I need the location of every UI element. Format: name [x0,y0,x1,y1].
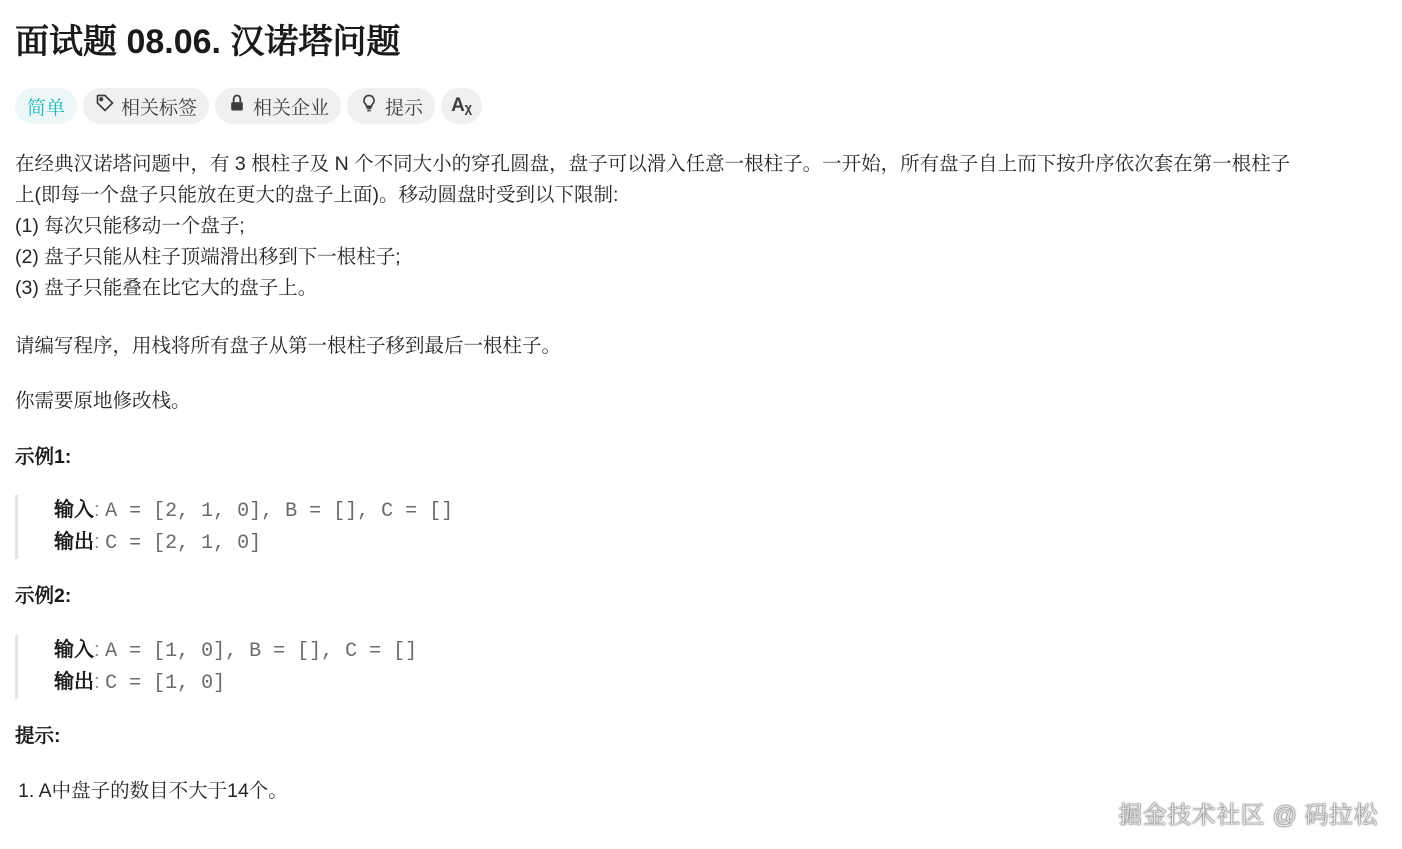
watermark: 掘金技术社区 @ 码拉松 [1118,802,1378,829]
difficulty-label: 简单 [27,97,66,119]
output-label: 输出 [54,531,94,553]
hints-heading: 提示: [15,725,61,747]
input-label: 输入 [54,499,94,521]
tag-icon [95,93,115,119]
example-output: 输出: C = [2, 1, 0] [54,531,262,555]
problem-description [15,149,1390,304]
constraint-item: 1. A中盘子的数目不大于14个。 [18,780,288,802]
lock-icon [227,93,247,119]
example-block [15,635,417,699]
example-input: 输入: A = [2, 1, 0], B = [], C = [] [54,499,454,523]
input-value: A = [1, 0], B = [], C = [] [105,640,418,663]
task-text: 请编写程序，用栈将所有盘子从第一根柱子移到最后一根柱子。 [15,335,562,357]
description-line: 上(即每一个盘子只能放在更大的盘子上面)。移动圆盘时受到以下限制: [15,184,619,206]
example-heading: 示例1: [15,446,72,468]
output-label: 输出 [54,671,94,693]
output-value: C = [1, 0] [105,672,226,695]
translate-icon: Aᵪ [451,95,472,116]
input-value: A = [2, 1, 0], B = [], C = [] [105,500,454,523]
description-line: 在经典汉诺塔问题中，有 3 根柱子及 N 个不同大小的穿孔圆盘，盘子可以滑入任意一根柱子。一开始，所有盘子自上而下按升序依次套在第一根柱子 [15,153,1291,175]
hint-button[interactable] [347,88,435,124]
input-label: 输入 [54,639,94,661]
lightbulb-icon [359,93,379,119]
related-tags-button[interactable] [83,88,209,124]
related-companies-label: 相关企业 [253,97,330,119]
font-toggle-button[interactable] [441,88,482,124]
example-output: 输出: C = [1, 0] [54,671,226,695]
difficulty-badge[interactable] [15,88,77,124]
example-input: 输入: A = [1, 0], B = [], C = [] [54,639,418,663]
tag-bar [15,88,482,124]
rule-item: (2) 盘子只能从柱子顶端滑出移到下一根柱子; [15,246,401,268]
note-text: 你需要原地修改栈。 [15,390,191,412]
related-tags-label: 相关标签 [121,97,198,119]
rule-item: (1) 每次只能移动一个盘子; [15,215,245,237]
related-companies-button[interactable] [215,88,341,124]
rule-item: (3) 盘子只能叠在比它大的盘子上。 [15,277,318,299]
output-value: C = [2, 1, 0] [105,532,262,555]
example-heading: 示例2: [15,585,72,607]
example-block [15,495,453,559]
problem-title: 面试题 08.06. 汉诺塔问题 [15,23,401,61]
hint-label: 提示 [385,97,424,119]
